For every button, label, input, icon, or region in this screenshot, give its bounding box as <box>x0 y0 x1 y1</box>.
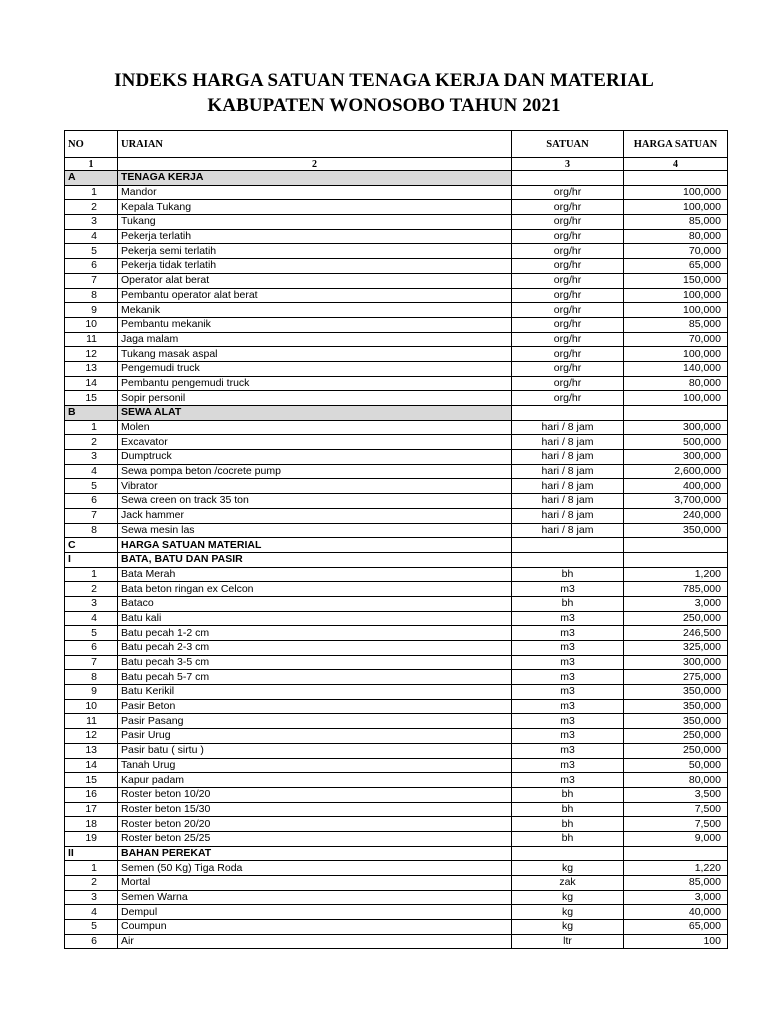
row-no: 8 <box>65 670 118 685</box>
row-harga-satuan <box>624 538 728 553</box>
row-satuan: org/hr <box>512 185 624 200</box>
row-no: 11 <box>65 332 118 347</box>
row-satuan: org/hr <box>512 317 624 332</box>
table-row <box>65 876 728 891</box>
header-harga-satuan: HARGA SATUAN <box>624 131 728 158</box>
table-row <box>65 861 728 876</box>
row-harga-satuan: 785,000 <box>624 582 728 597</box>
row-no: 3 <box>65 450 118 465</box>
row-no: 7 <box>65 508 118 523</box>
row-uraian: Mortal <box>118 876 512 891</box>
table-row <box>65 200 728 215</box>
row-satuan: hari / 8 jam <box>512 420 624 435</box>
row-harga-satuan: 2,600,000 <box>624 464 728 479</box>
row-uraian: Mekanik <box>118 303 512 318</box>
row-no: I <box>65 552 118 567</box>
row-no: 6 <box>65 641 118 656</box>
row-no: 2 <box>65 200 118 215</box>
row-harga-satuan <box>624 406 728 421</box>
row-uraian: Batu pecah 1-2 cm <box>118 626 512 641</box>
row-uraian: Pasir Pasang <box>118 714 512 729</box>
row-no: 13 <box>65 361 118 376</box>
table-row <box>65 508 728 523</box>
document-title-line-2: KABUPATEN WONOSOBO TAHUN 2021 <box>207 95 561 116</box>
row-no: 1 <box>65 420 118 435</box>
row-satuan: m3 <box>512 611 624 626</box>
row-harga-satuan: 85,000 <box>624 876 728 891</box>
row-uraian: Vibrator <box>118 479 512 494</box>
row-uraian: BATA, BATU DAN PASIR <box>118 552 512 567</box>
row-harga-satuan: 40,000 <box>624 905 728 920</box>
table-row <box>65 641 728 656</box>
row-no: 12 <box>65 347 118 362</box>
row-uraian: Roster beton 10/20 <box>118 787 512 802</box>
row-uraian: HARGA SATUAN MATERIAL <box>118 538 512 553</box>
table-row <box>65 655 728 670</box>
row-uraian: Pembantu mekanik <box>118 317 512 332</box>
row-no: 9 <box>65 303 118 318</box>
row-uraian: Batu pecah 3-5 cm <box>118 655 512 670</box>
row-uraian: Batu kali <box>118 611 512 626</box>
row-harga-satuan <box>624 171 728 186</box>
row-uraian: Roster beton 15/30 <box>118 802 512 817</box>
row-harga-satuan: 3,000 <box>624 890 728 905</box>
row-no: 10 <box>65 699 118 714</box>
row-harga-satuan: 7,500 <box>624 817 728 832</box>
table-row <box>65 817 728 832</box>
row-uraian: Batu pecah 2-3 cm <box>118 641 512 656</box>
row-uraian: Pembantu pengemudi truck <box>118 376 512 391</box>
row-harga-satuan: 100,000 <box>624 185 728 200</box>
row-uraian: Pengemudi truck <box>118 361 512 376</box>
row-no: 13 <box>65 743 118 758</box>
table-row <box>65 596 728 611</box>
table-row <box>65 435 728 450</box>
row-harga-satuan: 3,000 <box>624 596 728 611</box>
row-harga-satuan <box>624 846 728 861</box>
row-satuan: m3 <box>512 729 624 744</box>
row-uraian: Pasir Beton <box>118 699 512 714</box>
row-no: C <box>65 538 118 553</box>
table-row <box>65 890 728 905</box>
row-harga-satuan: 70,000 <box>624 332 728 347</box>
row-uraian: Coumpun <box>118 920 512 935</box>
table-row <box>65 582 728 597</box>
row-satuan: m3 <box>512 773 624 788</box>
table-row <box>65 773 728 788</box>
row-no: 17 <box>65 802 118 817</box>
row-no: 5 <box>65 920 118 935</box>
table-row <box>65 464 728 479</box>
column-number: 4 <box>624 158 728 171</box>
row-harga-satuan: 50,000 <box>624 758 728 773</box>
table-header-row <box>65 131 728 158</box>
row-uraian: Sopir personil <box>118 391 512 406</box>
row-satuan: org/hr <box>512 347 624 362</box>
row-no: 14 <box>65 376 118 391</box>
row-harga-satuan: 100,000 <box>624 391 728 406</box>
row-uraian: BAHAN PEREKAT <box>118 846 512 861</box>
row-no: 3 <box>65 215 118 230</box>
row-harga-satuan: 65,000 <box>624 920 728 935</box>
row-uraian: Pembantu operator alat berat <box>118 288 512 303</box>
row-uraian: Pekerja semi terlatih <box>118 244 512 259</box>
row-satuan: bh <box>512 817 624 832</box>
row-harga-satuan: 85,000 <box>624 215 728 230</box>
row-uraian: Pekerja tidak terlatih <box>118 259 512 274</box>
row-harga-satuan: 350,000 <box>624 523 728 538</box>
row-satuan: m3 <box>512 626 624 641</box>
row-harga-satuan: 100,000 <box>624 200 728 215</box>
row-harga-satuan: 80,000 <box>624 376 728 391</box>
row-no: 7 <box>65 655 118 670</box>
row-satuan: kg <box>512 920 624 935</box>
row-satuan: m3 <box>512 714 624 729</box>
row-satuan: org/hr <box>512 215 624 230</box>
row-satuan: kg <box>512 890 624 905</box>
row-no: 4 <box>65 229 118 244</box>
row-harga-satuan: 250,000 <box>624 743 728 758</box>
row-satuan: bh <box>512 802 624 817</box>
row-uraian: Tukang <box>118 215 512 230</box>
row-no: 10 <box>65 317 118 332</box>
row-harga-satuan: 9,000 <box>624 831 728 846</box>
row-satuan: org/hr <box>512 200 624 215</box>
header-satuan: SATUAN <box>512 131 624 158</box>
row-harga-satuan: 300,000 <box>624 655 728 670</box>
row-satuan: org/hr <box>512 229 624 244</box>
row-harga-satuan: 1,200 <box>624 567 728 582</box>
table-row <box>65 361 728 376</box>
row-satuan: org/hr <box>512 259 624 274</box>
row-harga-satuan: 300,000 <box>624 450 728 465</box>
row-harga-satuan: 80,000 <box>624 229 728 244</box>
row-uraian: Pasir batu ( sirtu ) <box>118 743 512 758</box>
column-number: 1 <box>65 158 118 171</box>
row-harga-satuan: 65,000 <box>624 259 728 274</box>
table-row <box>65 787 728 802</box>
row-no: 15 <box>65 391 118 406</box>
table-row <box>65 332 728 347</box>
table-row <box>65 259 728 274</box>
row-no: 19 <box>65 831 118 846</box>
row-uraian: Bata beton ringan ex Celcon <box>118 582 512 597</box>
section-row <box>65 406 728 421</box>
row-satuan: m3 <box>512 582 624 597</box>
row-satuan: m3 <box>512 641 624 656</box>
row-harga-satuan: 325,000 <box>624 641 728 656</box>
row-harga-satuan: 400,000 <box>624 479 728 494</box>
row-no: 12 <box>65 729 118 744</box>
row-satuan: org/hr <box>512 361 624 376</box>
table-row <box>65 229 728 244</box>
row-no: 7 <box>65 273 118 288</box>
row-harga-satuan: 100,000 <box>624 303 728 318</box>
row-uraian: Sewa creen on track 35 ton <box>118 494 512 509</box>
row-uraian: Dumptruck <box>118 450 512 465</box>
row-no: 5 <box>65 244 118 259</box>
column-number: 2 <box>118 158 512 171</box>
row-no: 4 <box>65 611 118 626</box>
row-uraian: Jaga malam <box>118 332 512 347</box>
row-harga-satuan: 1,220 <box>624 861 728 876</box>
row-satuan: org/hr <box>512 273 624 288</box>
table-row <box>65 420 728 435</box>
row-satuan <box>512 846 624 861</box>
row-harga-satuan: 100,000 <box>624 288 728 303</box>
row-no: 4 <box>65 905 118 920</box>
row-no: 1 <box>65 185 118 200</box>
row-harga-satuan: 350,000 <box>624 685 728 700</box>
row-satuan: bh <box>512 596 624 611</box>
table-row <box>65 743 728 758</box>
row-satuan: m3 <box>512 743 624 758</box>
table-row <box>65 729 728 744</box>
table-row <box>65 758 728 773</box>
table-row <box>65 905 728 920</box>
document-title-line-1: INDEKS HARGA SATUAN TENAGA KERJA DAN MATERIAL <box>114 70 654 91</box>
table-row <box>65 273 728 288</box>
row-no: B <box>65 406 118 421</box>
table-row <box>65 626 728 641</box>
row-no: 16 <box>65 787 118 802</box>
row-uraian: Excavator <box>118 435 512 450</box>
table-row <box>65 347 728 362</box>
row-harga-satuan: 250,000 <box>624 729 728 744</box>
row-satuan: hari / 8 jam <box>512 435 624 450</box>
row-satuan: kg <box>512 861 624 876</box>
row-harga-satuan: 350,000 <box>624 699 728 714</box>
row-no: 3 <box>65 890 118 905</box>
row-harga-satuan: 7,500 <box>624 802 728 817</box>
row-harga-satuan <box>624 552 728 567</box>
table-row <box>65 303 728 318</box>
table-row <box>65 288 728 303</box>
row-satuan <box>512 538 624 553</box>
row-uraian: Dempul <box>118 905 512 920</box>
row-uraian: Air <box>118 934 512 949</box>
row-no: II <box>65 846 118 861</box>
section-row <box>65 552 728 567</box>
table-row <box>65 920 728 935</box>
row-uraian: TENAGA KERJA <box>118 171 512 186</box>
row-harga-satuan: 275,000 <box>624 670 728 685</box>
table-row <box>65 317 728 332</box>
row-no: 15 <box>65 773 118 788</box>
row-no: 2 <box>65 582 118 597</box>
row-satuan: org/hr <box>512 391 624 406</box>
row-no: 4 <box>65 464 118 479</box>
row-harga-satuan: 350,000 <box>624 714 728 729</box>
row-satuan <box>512 406 624 421</box>
row-satuan: bh <box>512 831 624 846</box>
row-uraian: SEWA ALAT <box>118 406 512 421</box>
row-harga-satuan: 150,000 <box>624 273 728 288</box>
row-uraian: Kepala Tukang <box>118 200 512 215</box>
row-no: 8 <box>65 288 118 303</box>
row-uraian: Mandor <box>118 185 512 200</box>
row-satuan: m3 <box>512 655 624 670</box>
row-uraian: Batu pecah 5-7 cm <box>118 670 512 685</box>
table-row <box>65 802 728 817</box>
row-harga-satuan: 140,000 <box>624 361 728 376</box>
row-harga-satuan: 100,000 <box>624 347 728 362</box>
section-row <box>65 171 728 186</box>
table-row <box>65 376 728 391</box>
row-no: 1 <box>65 567 118 582</box>
row-satuan: org/hr <box>512 332 624 347</box>
row-uraian: Kapur padam <box>118 773 512 788</box>
row-uraian: Bata Merah <box>118 567 512 582</box>
table-row <box>65 185 728 200</box>
row-satuan: org/hr <box>512 303 624 318</box>
row-satuan: hari / 8 jam <box>512 450 624 465</box>
row-uraian: Tukang masak aspal <box>118 347 512 362</box>
row-satuan <box>512 171 624 186</box>
price-index-table <box>64 130 728 949</box>
row-satuan: hari / 8 jam <box>512 508 624 523</box>
row-no: 14 <box>65 758 118 773</box>
row-no: 5 <box>65 626 118 641</box>
row-no: 3 <box>65 596 118 611</box>
section-row <box>65 846 728 861</box>
row-uraian: Pasir Urug <box>118 729 512 744</box>
row-uraian: Sewa mesin las <box>118 523 512 538</box>
row-harga-satuan: 240,000 <box>624 508 728 523</box>
table-row <box>65 244 728 259</box>
row-satuan: ltr <box>512 934 624 949</box>
row-satuan: hari / 8 jam <box>512 464 624 479</box>
header-no: NO <box>65 131 118 158</box>
row-no: 1 <box>65 861 118 876</box>
row-uraian: Jack hammer <box>118 508 512 523</box>
row-satuan: m3 <box>512 685 624 700</box>
row-uraian: Semen Warna <box>118 890 512 905</box>
row-satuan: hari / 8 jam <box>512 523 624 538</box>
price-index-table-body <box>65 131 728 949</box>
row-uraian: Roster beton 25/25 <box>118 831 512 846</box>
row-uraian: Operator alat berat <box>118 273 512 288</box>
row-satuan: bh <box>512 567 624 582</box>
row-satuan: zak <box>512 876 624 891</box>
row-satuan: kg <box>512 905 624 920</box>
table-row <box>65 450 728 465</box>
row-harga-satuan: 250,000 <box>624 611 728 626</box>
row-no: 11 <box>65 714 118 729</box>
row-uraian: Semen (50 Kg) Tiga Roda <box>118 861 512 876</box>
table-row <box>65 479 728 494</box>
row-no: 2 <box>65 435 118 450</box>
table-row <box>65 611 728 626</box>
row-satuan: m3 <box>512 699 624 714</box>
row-uraian: Sewa pompa beton /cocrete pump <box>118 464 512 479</box>
row-harga-satuan: 246,500 <box>624 626 728 641</box>
row-no: A <box>65 171 118 186</box>
row-harga-satuan: 3,700,000 <box>624 494 728 509</box>
column-number: 3 <box>512 158 624 171</box>
row-satuan: org/hr <box>512 376 624 391</box>
row-harga-satuan: 300,000 <box>624 420 728 435</box>
row-harga-satuan: 500,000 <box>624 435 728 450</box>
table-row <box>65 714 728 729</box>
table-row <box>65 494 728 509</box>
row-no: 9 <box>65 685 118 700</box>
section-row <box>65 538 728 553</box>
table-row <box>65 215 728 230</box>
row-harga-satuan: 3,500 <box>624 787 728 802</box>
row-no: 6 <box>65 494 118 509</box>
row-uraian: Bataco <box>118 596 512 611</box>
row-satuan <box>512 552 624 567</box>
row-harga-satuan: 85,000 <box>624 317 728 332</box>
row-uraian: Roster beton 20/20 <box>118 817 512 832</box>
row-no: 2 <box>65 876 118 891</box>
row-uraian: Batu Kerikil <box>118 685 512 700</box>
row-satuan: org/hr <box>512 288 624 303</box>
table-row <box>65 831 728 846</box>
header-uraian: URAIAN <box>118 131 512 158</box>
table-row <box>65 523 728 538</box>
row-no: 6 <box>65 259 118 274</box>
table-row <box>65 670 728 685</box>
table-row <box>65 391 728 406</box>
row-harga-satuan: 70,000 <box>624 244 728 259</box>
table-row <box>65 934 728 949</box>
row-satuan: m3 <box>512 758 624 773</box>
row-harga-satuan: 100 <box>624 934 728 949</box>
row-uraian: Pekerja terlatih <box>118 229 512 244</box>
row-no: 6 <box>65 934 118 949</box>
row-no: 18 <box>65 817 118 832</box>
table-row <box>65 567 728 582</box>
table-row <box>65 685 728 700</box>
row-satuan: org/hr <box>512 244 624 259</box>
row-uraian: Molen <box>118 420 512 435</box>
row-no: 8 <box>65 523 118 538</box>
row-satuan: hari / 8 jam <box>512 479 624 494</box>
row-no: 5 <box>65 479 118 494</box>
column-number-row <box>65 158 728 171</box>
table-row <box>65 699 728 714</box>
row-satuan: bh <box>512 787 624 802</box>
row-satuan: m3 <box>512 670 624 685</box>
row-harga-satuan: 80,000 <box>624 773 728 788</box>
row-uraian: Tanah Urug <box>118 758 512 773</box>
row-satuan: hari / 8 jam <box>512 494 624 509</box>
